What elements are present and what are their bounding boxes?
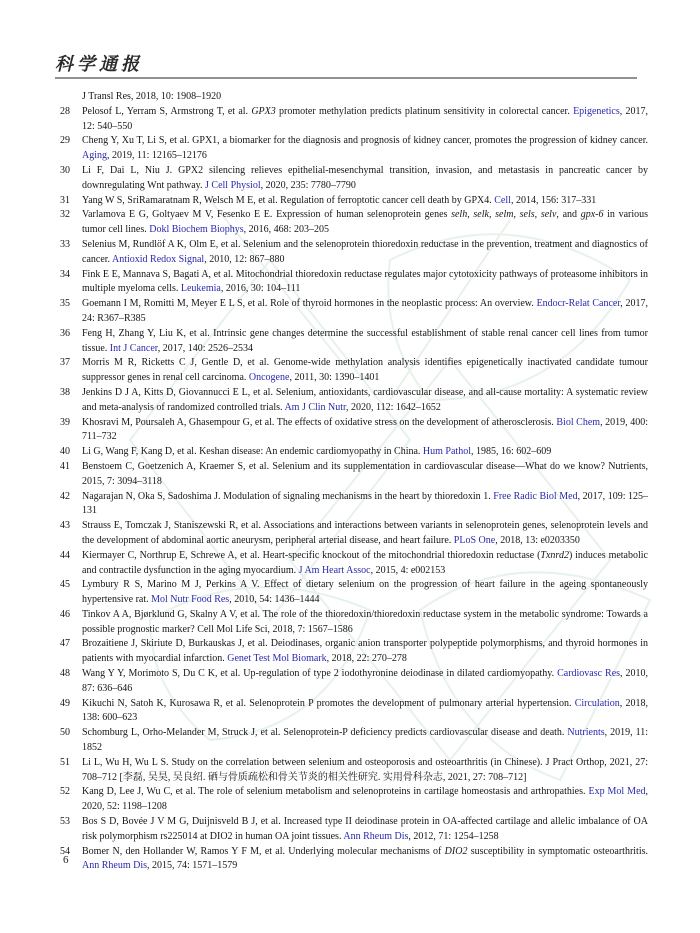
reference-number: 37 <box>60 357 70 369</box>
reference-text-segment: Bos S D, Bovée J V M G, Duijnisveld B J, et al. Increased type II deiodinase protein in OA-affected cartilage and allelic imbalance of OA risk polymorphism rs225014 at DIO2 in human OA joint tissues. <box>82 816 648 842</box>
reference-text-segment: Lymbury R S, Marino M J, Perkins A V. Effect of dietary selenium on the progression of heart failure in the ageing spontaneously hypertensive rat. <box>82 579 648 606</box>
reference-number: 44 <box>60 549 70 561</box>
reference-item <box>55 297 648 327</box>
reference-text-segment: ) induces metabolic and contractile dysfunction in the aging myocardium. <box>82 549 648 576</box>
reference-item <box>55 815 648 845</box>
reference-text-segment: , 2012, 71: 1254–1258 <box>408 830 499 842</box>
reference-text-segment: , 2016, 468: 203–205 <box>243 224 329 236</box>
page-number: 6 <box>63 854 69 866</box>
journal-link[interactable]: Ann Rheum Dis <box>343 830 409 842</box>
reference-text-segment: , <box>488 209 496 221</box>
reference-number: 53 <box>60 816 70 828</box>
journal-link[interactable]: Leukemia <box>180 283 221 295</box>
gene-name-italic: selv <box>540 209 557 221</box>
reference-text-segment: , 2019, 11: 1852 <box>82 727 648 754</box>
reference-text-segment: Strauss E, Tomczak J, Staniszewski R, et al. Associations and interactions between variants in selenoprotein genes, selenoprotein levels and the development of abdominal aortic aneurysm, peripheral arterial disease, and heart failure. <box>82 520 648 546</box>
reference-item <box>55 549 648 579</box>
reference-text-segment: Li F, Dai L, Niu J. GPX2 silencing relieves epithelial-mesenchymal transition, invasion, and metastasis in pancreatic cancer by downregulating Wnt pathway. <box>82 164 648 191</box>
journal-link[interactable]: Free Radic Biol Med <box>493 490 578 502</box>
reference-number: 28 <box>60 105 70 117</box>
journal-link[interactable]: Nutrients <box>567 727 605 739</box>
gene-name-italic: DIO2 <box>444 845 468 857</box>
reference-text-segment: Nagarajan N, Oka S, Sadoshima J. Modulation of signaling mechanisms in the heart by thioredoxin 1. <box>82 490 494 502</box>
reference-text-segment: , 2020, 235: 7780–7790 <box>260 179 356 191</box>
journal-link[interactable]: Endocr-Relat Cancer <box>536 298 621 310</box>
reference-number: 48 <box>60 668 70 680</box>
reference-item <box>55 327 648 357</box>
gene-name-italic: selm <box>495 209 514 221</box>
reference-text-segment: Wang Y Y, Morimoto S, Du C K, et al. Up-regulation of type 2 iodothyronine deiodinase in dilated cardiomyopathy. <box>82 668 558 680</box>
reference-text-segment: Kang D, Lee J, Wu C, et al. The role of selenium metabolism and selenoproteins in cartilage homeostasis and arthropathies. <box>82 786 589 798</box>
journal-link[interactable]: Epigenetics <box>573 105 620 117</box>
reference-number: 49 <box>60 697 70 709</box>
journal-link[interactable]: Int J Cancer <box>109 342 158 354</box>
reference-number: 31 <box>60 194 70 206</box>
reference-text-segment: Li G, Wang F, Kang D, et al. Keshan disease: An endemic cardiomyopathy in China. <box>82 446 423 458</box>
reference-item <box>55 386 648 416</box>
reference-text-segment: , 2015, 74: 1571–1579 <box>147 860 238 872</box>
gene-name-italic: Txnrd2 <box>540 549 569 561</box>
reference-number: 46 <box>60 608 70 620</box>
reference-item <box>55 785 648 815</box>
reference-text-segment: , 2017, 140: 2526–2534 <box>157 342 253 354</box>
reference-text-segment: , 2011, 30: 1390–1401 <box>289 372 380 384</box>
reference-item <box>55 194 648 209</box>
journal-link[interactable]: Oncogene <box>248 372 290 384</box>
reference-text-segment: Tinkov A A, Bjørklund G, Skalny A V, et al. The role of the thioredoxin/thioredoxin reductase system in the metabolic syndrome: Towards a possible prognostic marker? Cell Mol Life Sci, 2018, 7: 1567–1586 <box>82 608 648 635</box>
reference-text-segment: in various tumor cell lines. <box>82 209 649 236</box>
reference-text-segment: Yang W S, SriRamaratnam R, Welsch M E, et al. Regulation of ferroptotic cancer cell death by GPX4. <box>82 194 495 206</box>
reference-item <box>55 845 648 875</box>
reference-text-segment: , 2010, 12: 867–880 <box>204 253 285 265</box>
journal-masthead-logo: 科学通报 <box>55 54 143 75</box>
reference-text-segment: , <box>534 209 541 221</box>
reference-list <box>55 90 648 874</box>
gene-name-italic: sels <box>519 209 535 221</box>
reference-text-segment: , <box>467 209 474 221</box>
reference-number: 38 <box>60 386 70 398</box>
reference-text-segment: Li L, Wu H, Wu L S. Study on the correlation between selenium and osteoporosis and osteoarthritis (in Chinese). J Pract Orthop, 2021, 27: 708–712 [李磊, 吴昊, 吴良绍. 硒与骨质疏松和骨关节炎的相关性研究. 实用骨科杂志, 2021, 27: 708–712] <box>82 756 648 783</box>
reference-text-segment: , 2010, 54: 1436–1444 <box>229 594 320 606</box>
reference-number: 43 <box>60 520 70 532</box>
reference-text-segment: Varlamova E G, Goltyaev M V, Fesenko E E. Expression of human selenoprotein genes <box>82 209 452 221</box>
reference-text-segment: , 2016, 30: 104–111 <box>220 283 301 295</box>
reference-item <box>55 268 648 298</box>
reference-text-segment: Schomburg L, Orho-Melander M, Struck J, et al. Selenoprotein-P deficiency predicts cardiovascular disease and death. <box>82 727 568 739</box>
journal-link[interactable]: Hum Pathol <box>422 446 471 458</box>
reference-item <box>55 697 648 727</box>
reference-number: 42 <box>60 490 70 502</box>
reference-item <box>55 726 648 756</box>
reference-item <box>55 756 648 786</box>
journal-link[interactable]: Mol Nutr Food Res <box>151 594 230 606</box>
reference-text-segment: , 2014, 156: 317–331 <box>510 194 597 206</box>
reference-text-segment: promoter methylation predicts platinum sensitivity in colorectal cancer. <box>275 105 574 117</box>
reference-item <box>55 460 648 490</box>
journal-link[interactable]: J Am Heart Assoc <box>298 564 371 576</box>
gene-name-italic: selk <box>473 209 489 221</box>
reference-text-segment: Selenius M, Rundlöf A K, Olm E, et al. Selenium and the selenoprotein thioredoxin reductase in the prevention, treatment and diagnostics of cancer. <box>82 238 648 265</box>
reference-text-segment: , 2018, 138: 600–623 <box>82 697 648 724</box>
reference-number: 45 <box>60 579 70 591</box>
reference-number: 50 <box>60 727 70 739</box>
reference-text-segment: , 2010, 87: 636–646 <box>82 668 648 694</box>
reference-text-segment: Morris M R, Ricketts C J, Gentle D, et al. Genome-wide methylation analysis identifies epigenetically inactivated candidate tumour suppressor genes in renal cell carcinoma. <box>82 357 648 384</box>
reference-text-segment: , and <box>556 209 581 221</box>
reference-number: 52 <box>60 786 70 798</box>
reference-text-segment: , 1985, 16: 602–609 <box>470 446 552 458</box>
reference-text-segment: Jenkins D J A, Kitts D, Giovannucci E L, et al. Selenium, antioxidants, cardiovascular disease, and all-cause mortality: A systematic review and meta-analysis of randomized controlled trials. <box>82 386 648 413</box>
journal-link[interactable]: Biol Chem <box>556 416 601 428</box>
reference-text-segment: , 2018, 13: e0203350 <box>495 534 580 546</box>
reference-text-segment: Fink E E, Mannava S, Bagati A, et al. Mitochondrial thioredoxin reductase regulates major cytotoxicity pathways of proteasome inhibitors in multiple myeloma cells. <box>82 268 648 295</box>
gene-name-italic: gpx-6 <box>580 209 604 221</box>
reference-text-segment: Goemann I M, Romitti M, Meyer E L S, et al. Role of thyroid hormones in the neoplastic process: An overview. <box>82 298 537 310</box>
reference-text-segment: , 2017, 24: R367–R385 <box>82 298 648 324</box>
reference-item <box>55 208 648 238</box>
reference-item <box>55 90 648 105</box>
reference-text-segment: , 2017, 109: 125–131 <box>82 490 649 517</box>
journal-link[interactable]: Cell <box>494 194 511 206</box>
reference-text-segment: J Transl Res, 2018, 10: 1908–1920 <box>82 91 222 102</box>
journal-link[interactable]: Ann Rheum Dis <box>82 860 147 872</box>
reference-text-segment: , <box>513 209 520 221</box>
reference-text-segment: Kiermayer C, Northrup E, Schrewe A, et al. Heart-specific knockout of the mitochondrial thioredoxin reductase ( <box>82 549 541 561</box>
reference-number: 35 <box>60 298 70 310</box>
reference-item <box>55 490 648 520</box>
reference-text-segment: , 2020, 52: 1198–1208 <box>82 786 649 813</box>
reference-text-segment: , 2019, 400: 711–732 <box>82 416 648 443</box>
reference-text-segment: , 2020, 112: 1642–1652 <box>346 401 441 413</box>
reference-number: 40 <box>60 446 70 458</box>
journal-link[interactable]: Genet Test Mol Biomark <box>227 653 327 665</box>
reference-number: 32 <box>60 209 70 221</box>
reference-text-segment: , 2015, 4: e002153 <box>370 564 446 576</box>
header-rule <box>55 77 637 79</box>
reference-text-segment: Bomer N, den Hollander W, Ramos Y F M, et al. Underlying molecular mechanisms of <box>82 845 445 857</box>
journal-link[interactable]: Exp Mol Med <box>588 786 646 798</box>
reference-item <box>55 105 648 135</box>
journal-link[interactable]: Antioxid Redox Signal <box>111 253 205 265</box>
reference-number: 51 <box>60 756 70 768</box>
reference-item <box>55 356 648 386</box>
reference-text-segment: Feng H, Zhang Y, Liu K, et al. Intrinsic gene changes determine the successful establishment of stable renal cancer cell lines from tumor tissue. <box>82 327 648 354</box>
reference-number: 36 <box>60 327 70 339</box>
reference-text-segment: Cheng Y, Xu T, Li S, et al. GPX1, a biomarker for the diagnosis and prognosis of kidney cancer, promotes the progression of kidney cancer. <box>82 135 648 147</box>
journal-link[interactable]: PLoS One <box>453 534 496 546</box>
reference-text-segment: Brozaitiene J, Skiriute D, Burkauskas J, et al. Deiodinases, organic anion transporter polypeptide polymorphisms, and thyroid hormones in patients with myocardial infarction. <box>82 638 648 665</box>
reference-text-segment: , 2019, 11: 12165–12176 <box>107 150 207 162</box>
reference-item <box>55 578 648 608</box>
reference-number: 29 <box>60 135 70 147</box>
reference-item <box>55 134 648 164</box>
journal-link[interactable]: Dokl Biochem Biophys <box>149 224 244 236</box>
reference-number: 41 <box>60 460 70 472</box>
reference-text-segment: Pelosof L, Yerram S, Armstrong T, et al. <box>82 105 252 117</box>
journal-link[interactable]: Circulation <box>574 697 620 709</box>
journal-link[interactable]: Cardiovasc Res <box>557 668 621 680</box>
reference-item <box>55 445 648 460</box>
reference-item <box>55 608 648 638</box>
reference-item <box>55 238 648 268</box>
reference-item <box>55 519 648 549</box>
reference-text-segment: , 2017, 12: 540–550 <box>82 105 648 132</box>
reference-text-segment: Kikuchi N, Satoh K, Kurosawa R, et al. Selenoprotein P promotes the development of pulmonary arterial hypertension. <box>82 697 575 709</box>
journal-link[interactable]: Am J Clin Nutr <box>284 401 346 413</box>
reference-text-segment: , 2018, 22: 270–278 <box>326 653 407 665</box>
reference-text-segment: Benstoem C, Goetzenich A, Kraemer S, et al. Selenium and its supplementation in cardiovascular disease—What do we know? Nutrients, 2015, 7: 3094–3118 <box>82 460 648 487</box>
reference-number: 54 <box>60 845 70 857</box>
reference-item <box>55 416 648 446</box>
reference-item <box>55 667 648 697</box>
reference-number: 30 <box>60 164 70 176</box>
journal-link[interactable]: J Cell Physiol <box>205 179 261 191</box>
journal-link[interactable]: Aging <box>82 150 107 162</box>
reference-text-segment: susceptibility in symptomatic osteoarthritis. <box>467 845 649 857</box>
reference-number: 34 <box>60 268 70 280</box>
gene-name-italic: GPX3 <box>251 105 276 117</box>
reference-item <box>55 164 648 194</box>
reference-number: 47 <box>60 638 70 650</box>
reference-number: 39 <box>60 416 70 428</box>
reference-text-segment: Khosravi M, Poursaleh A, Ghasempour G, et al. The effects of oxidative stress on the development of atherosclerosis. <box>82 416 557 428</box>
reference-item <box>55 637 648 667</box>
gene-name-italic: selh <box>451 209 468 221</box>
reference-number: 33 <box>60 238 70 250</box>
